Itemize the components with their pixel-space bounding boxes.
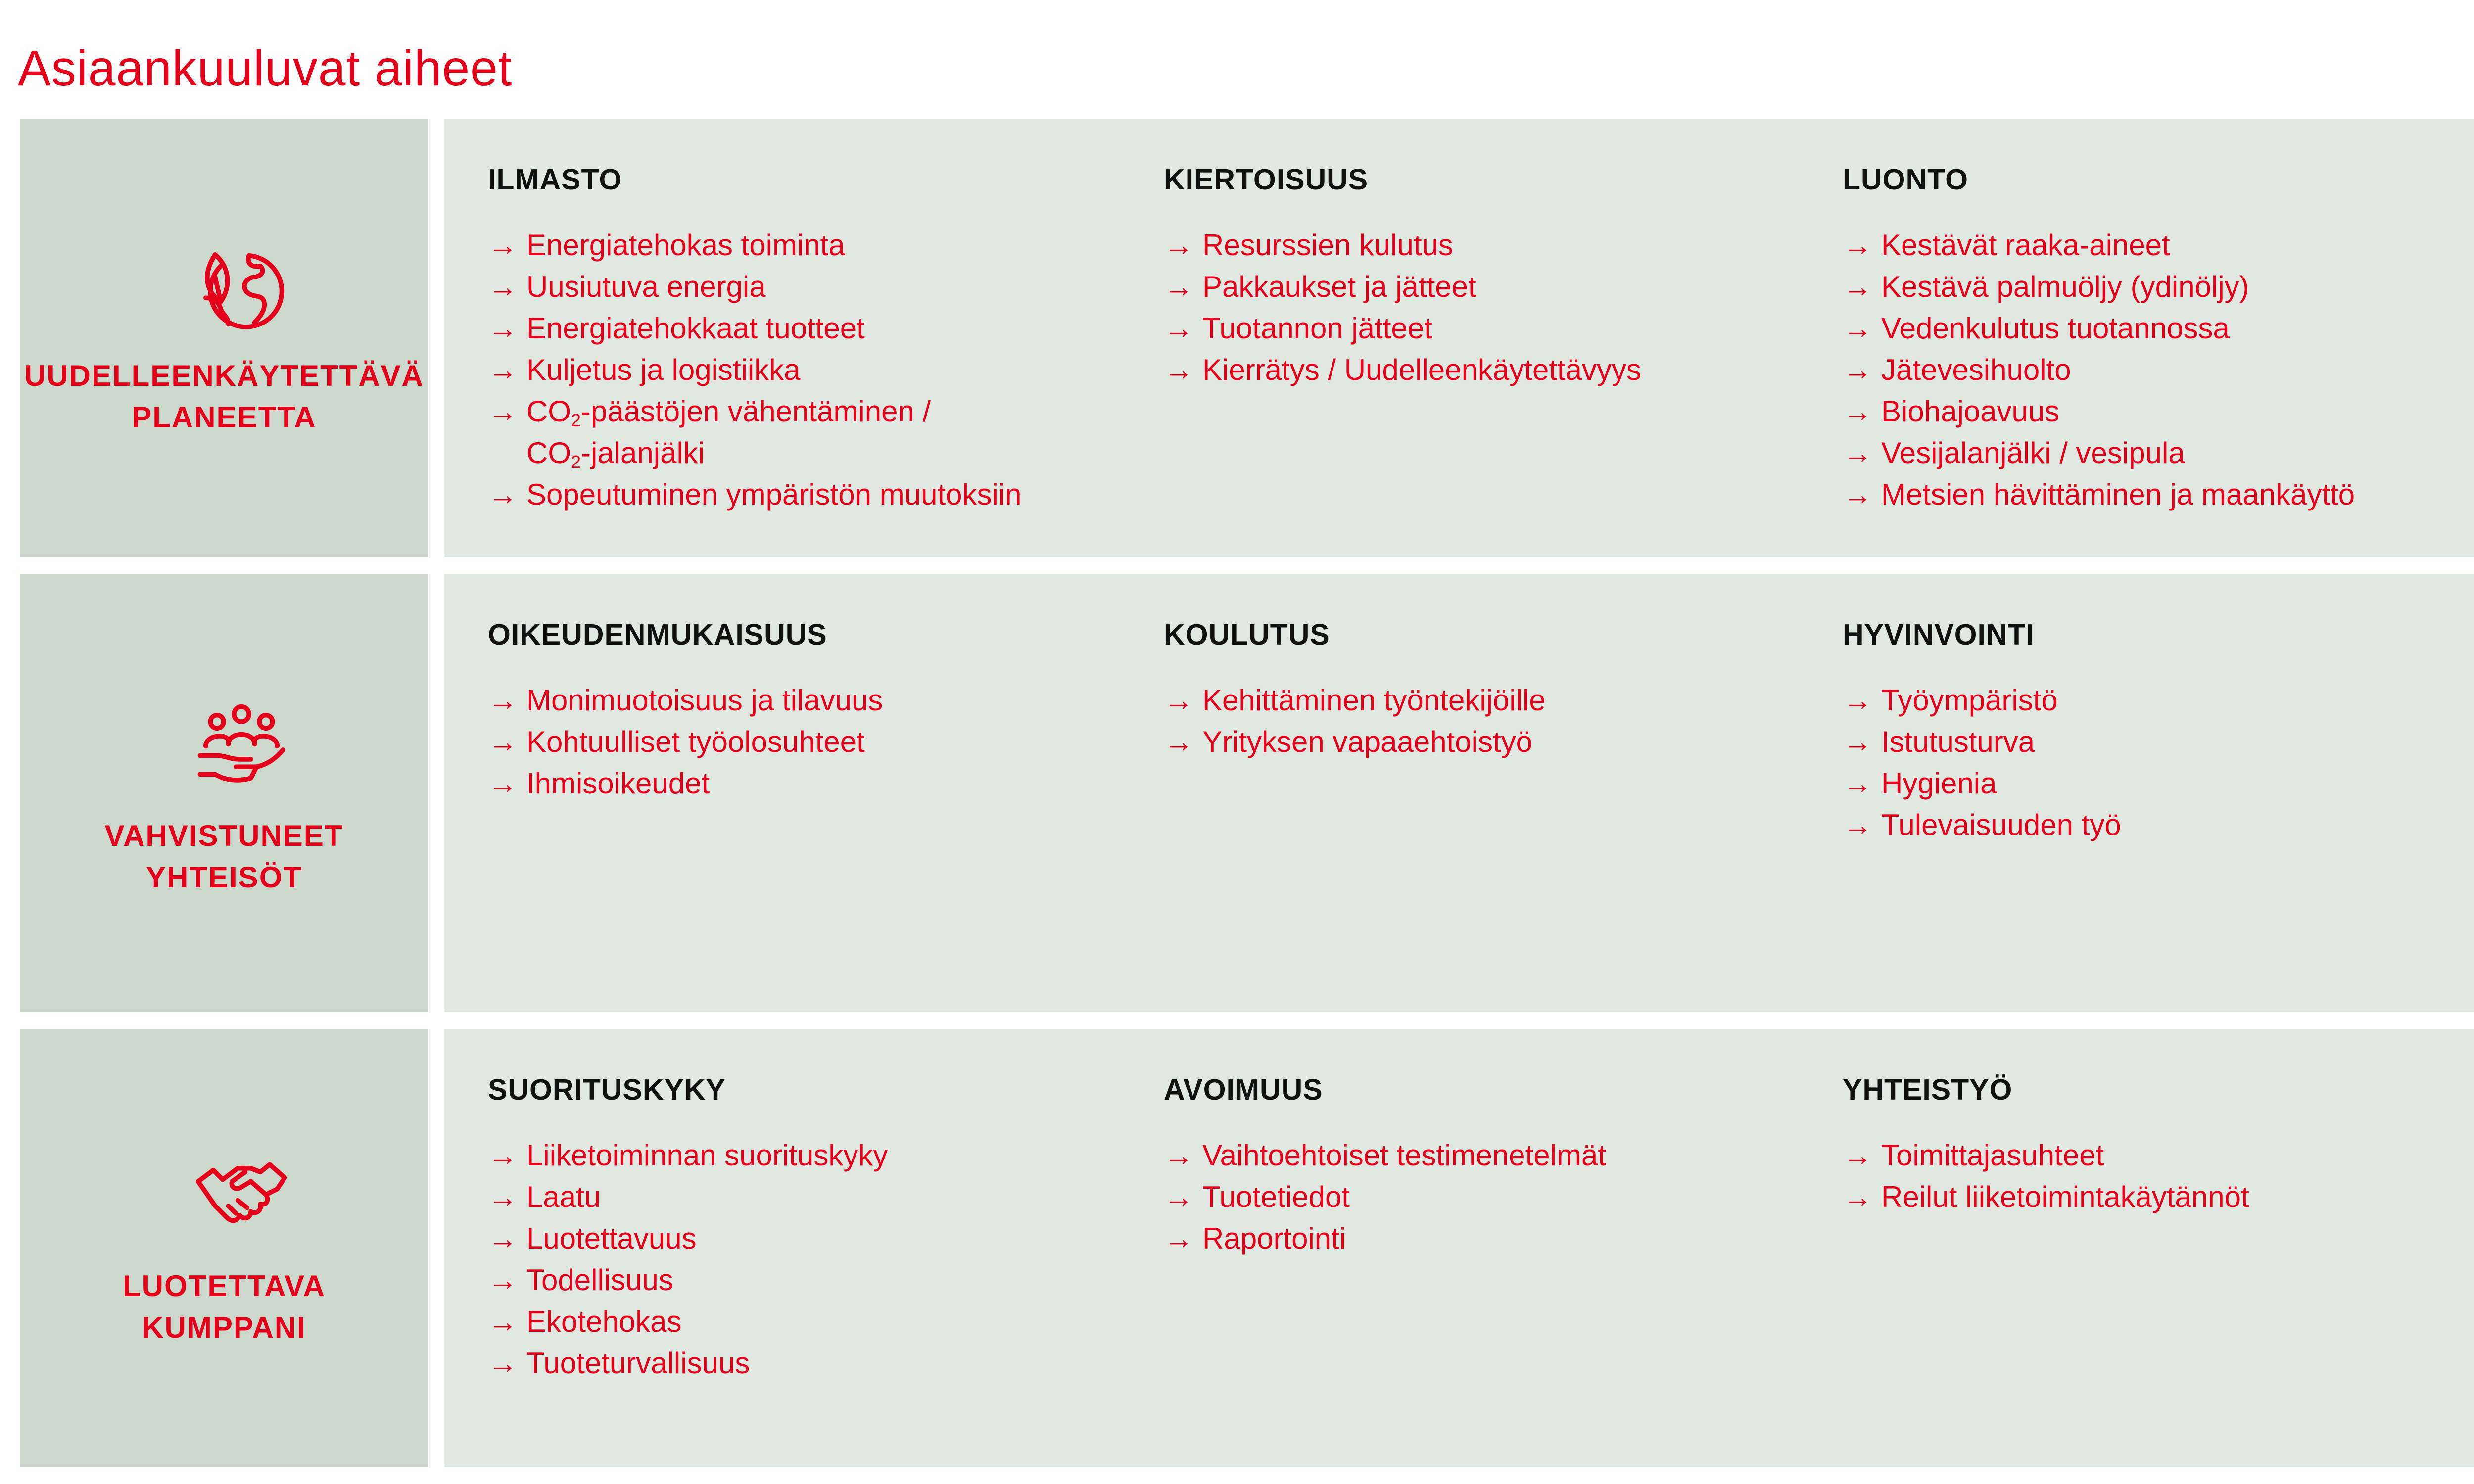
topic-list bbox=[1164, 680, 1807, 763]
topic-item: → Energiatehokas toiminta bbox=[488, 225, 1131, 266]
topic-item: → Reilut liiketoimintakäytännöt bbox=[1843, 1176, 2474, 1218]
pillar-label-line: PLANEETTA bbox=[132, 401, 317, 434]
topic-column-yhteistyo bbox=[1843, 1072, 2474, 1218]
topic-item: → Metsien hävittäminen ja maankäyttö bbox=[1843, 474, 2474, 515]
topic-item-co2: → $CO_2$-päästöjen vähentäminen / $CO_2$-jalanjälki bbox=[488, 391, 1131, 474]
topic-item: → Resurssien kulutus bbox=[1164, 225, 1807, 266]
pillar-panel bbox=[20, 1029, 428, 1467]
topics-panel bbox=[444, 574, 2474, 1012]
topic-list bbox=[1164, 1135, 1807, 1259]
topic-item: → Tuoteturvallisuus bbox=[488, 1343, 1131, 1384]
topic-item: → Istutusturva bbox=[1843, 721, 2474, 763]
pillar-label-line: UUDELLEENKÄYTETTÄVÄ bbox=[24, 359, 424, 392]
topic-column-koulutus bbox=[1164, 617, 1807, 763]
topics-panel bbox=[444, 1029, 2474, 1467]
pillar-label-line: VAHVISTUNEET bbox=[104, 819, 344, 852]
pillar-label-line: YHTEISÖT bbox=[145, 861, 303, 894]
handshake-icon bbox=[194, 1148, 288, 1242]
topic-item: → Ihmisoikeudet bbox=[488, 763, 1131, 804]
topic-title: HYVINVOINTI bbox=[1843, 618, 2035, 651]
topic-item: → Tulevaisuuden työ bbox=[1843, 804, 2474, 846]
community-hand-icon bbox=[194, 694, 288, 788]
topic-item: → Jätevesihuolto bbox=[1843, 349, 2474, 391]
page-title: Asiaankuuluvat aiheet bbox=[18, 41, 513, 96]
topic-item: → Toimittajasuhteet bbox=[1843, 1135, 2474, 1176]
topic-column-oikeudenmukaisuus bbox=[488, 617, 1131, 804]
topic-column-luonto bbox=[1843, 162, 2474, 515]
topic-item: → Sopeutuminen ympäristön muutoksiin bbox=[488, 474, 1131, 515]
topic-item: → Raportointi bbox=[1164, 1218, 1807, 1259]
topic-item: → Vaihtoehtoiset testimenetelmät bbox=[1164, 1135, 1807, 1176]
topic-title: ILMASTO bbox=[488, 163, 622, 196]
topic-item: → Ekotehokas bbox=[488, 1301, 1131, 1343]
topic-title: SUORITUSKYKY bbox=[488, 1073, 726, 1106]
topic-item: → Uusiutuva energia bbox=[488, 266, 1131, 308]
topic-item: → Yrityksen vapaaehtoistyö bbox=[1164, 721, 1807, 763]
pillar-row-planet bbox=[0, 119, 2474, 557]
topic-item: → Hygienia bbox=[1843, 763, 2474, 804]
topic-item: → Kuljetus ja logistiikka bbox=[488, 349, 1131, 391]
pillar-row-communities bbox=[0, 574, 2474, 1012]
topic-title: YHTEISTYÖ bbox=[1843, 1073, 2013, 1106]
topic-column-hyvinvointi bbox=[1843, 617, 2474, 846]
topic-item: → Vedenkulutus tuotannossa bbox=[1843, 308, 2474, 349]
pillar-row-partner bbox=[0, 1029, 2474, 1467]
topic-list bbox=[1843, 225, 2474, 515]
topic-item: → Luotettavuus bbox=[488, 1218, 1131, 1259]
topic-item: → Kehittäminen työntekijöille bbox=[1164, 680, 1807, 721]
topic-item: → Kestävä palmuöljy (ydinöljy) bbox=[1843, 266, 2474, 308]
topic-list bbox=[1843, 1135, 2474, 1218]
topic-item: → Todellisuus bbox=[488, 1259, 1131, 1301]
topic-column-ilmasto bbox=[488, 162, 1131, 515]
topic-list bbox=[488, 225, 1131, 515]
topic-column-avoimuus bbox=[1164, 1072, 1807, 1259]
topic-list bbox=[488, 1135, 1131, 1384]
topic-item: → Vesijalanjälki / vesipula bbox=[1843, 432, 2474, 474]
globe-leaf-icon bbox=[194, 243, 288, 337]
topic-item: → Tuotetiedot bbox=[1164, 1176, 1807, 1218]
topics-panel bbox=[444, 119, 2474, 557]
topic-title: KIERTOISUUS bbox=[1164, 163, 1369, 196]
pillar-label bbox=[20, 355, 428, 438]
topic-title: KOULUTUS bbox=[1164, 618, 1330, 651]
topic-item: → Työympäristö bbox=[1843, 680, 2474, 721]
pillar-label bbox=[20, 815, 428, 898]
pillar-panel bbox=[20, 574, 428, 1012]
topic-list bbox=[488, 680, 1131, 804]
topic-item: → Laatu bbox=[488, 1176, 1131, 1218]
topic-item: → Energiatehokkaat tuotteet bbox=[488, 308, 1131, 349]
topic-item: → Kierrätys / Uudelleenkäytettävyys bbox=[1164, 349, 1807, 391]
topic-item: → Biohajoavuus bbox=[1843, 391, 2474, 432]
topic-list bbox=[1843, 680, 2474, 846]
topic-item: → Pakkaukset ja jätteet bbox=[1164, 266, 1807, 308]
topic-column-suorituskyky bbox=[488, 1072, 1131, 1384]
topic-list bbox=[1164, 225, 1807, 391]
pillar-label-line: KUMPPANI bbox=[142, 1311, 306, 1344]
topic-title: AVOIMUUS bbox=[1164, 1073, 1323, 1106]
topic-title: LUONTO bbox=[1843, 163, 1969, 196]
topic-item: → Liiketoiminnan suorituskyky bbox=[488, 1135, 1131, 1176]
pillar-panel bbox=[20, 119, 428, 557]
topic-column-kiertoisuus bbox=[1164, 162, 1807, 391]
pillar-label bbox=[20, 1265, 428, 1348]
topic-item: → Kestävät raaka-aineet bbox=[1843, 225, 2474, 266]
topic-item: → Monimuotoisuus ja tilavuus bbox=[488, 680, 1131, 721]
pillar-label-line: LUOTETTAVA bbox=[123, 1269, 326, 1302]
topic-item: → Kohtuulliset työolosuhteet bbox=[488, 721, 1131, 763]
topic-item: → Tuotannon jätteet bbox=[1164, 308, 1807, 349]
topic-title: OIKEUDENMUKAISUUS bbox=[488, 618, 827, 651]
